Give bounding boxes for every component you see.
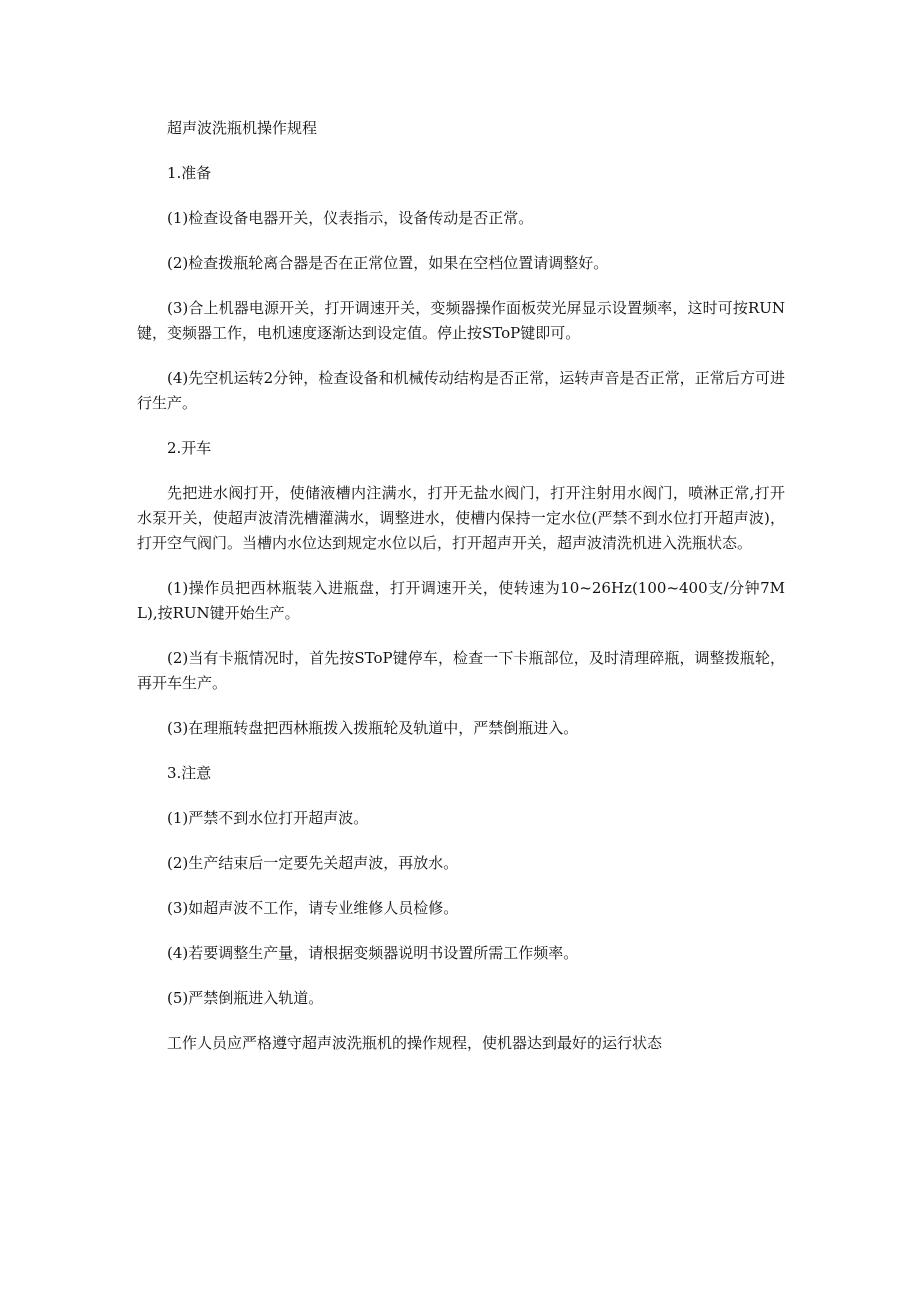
paragraph: (1)操作员把西林瓶装入进瓶盘，打开调速开关，使转速为10~26Hz(100~400支/分钟7ML),按RUN键开始生产。 [137,579,785,622]
document-body [137,116,785,1076]
paragraph: (1)严禁不到水位打开超声波。 [167,809,369,827]
paragraph: (2)检查拨瓶轮离合器是否在正常位置，如果在空档位置请调整好。 [167,254,609,272]
paragraph: (3)如超声波不工作，请专业维修人员检修。 [167,899,459,917]
section-heading-preparation: 1.准备 [167,164,212,182]
paragraph: (2)当有卡瓶情况时，首先按SToP键停车，检查一下卡瓶部位，及时清理碎瓶，调整拨瓶轮，再开车生产。 [137,649,785,692]
paragraph: (3)在理瓶转盘把西林瓶拨入拨瓶轮及轨道中，严禁倒瓶进入。 [167,719,579,737]
paragraph: (1)检查设备电器开关，仪表指示，设备传动是否正常。 [167,209,534,227]
closing-paragraph: 工作人员应严格遵守超声波洗瓶机的操作规程，使机器达到最好的运行状态 [167,1034,663,1052]
paragraph: (5)严禁倒瓶进入轨道。 [167,989,324,1007]
document-title: 超声波洗瓶机操作规程 [167,119,318,137]
paragraph: (3)合上机器电源开关，打开调速开关，变频器操作面板荧光屏显示设置频率，这时可按RUN键，变频器工作，电机速度逐渐达到设定值。停止按SToP键即可。 [137,299,785,342]
paragraph: 先把进水阀打开，使储液槽内注满水，打开无盐水阀门，打开注射用水阀门，喷淋正常,打开水泵开关，使超声波清洗槽灌满水，调整进水，使槽内保持一定水位(严禁不到水位打开超声波)，打开空气阀门。当槽内水位达到规定水位以后，打开超声开关，超声波清洗机进入洗瓶状态。 [137,484,785,552]
paragraph: (4)若要调整生产量，请根据变频器说明书设置所需工作频率。 [167,944,579,962]
paragraph: (2)生产结束后一定要先关超声波，再放水。 [167,854,459,872]
section-heading-notes: 3.注意 [167,764,212,782]
section-heading-start: 2.开车 [167,439,212,457]
paragraph: (4)先空机运转2分钟，检查设备和机械传动结构是否正常，运转声音是否正常，正常后方可进行生产。 [137,369,785,412]
